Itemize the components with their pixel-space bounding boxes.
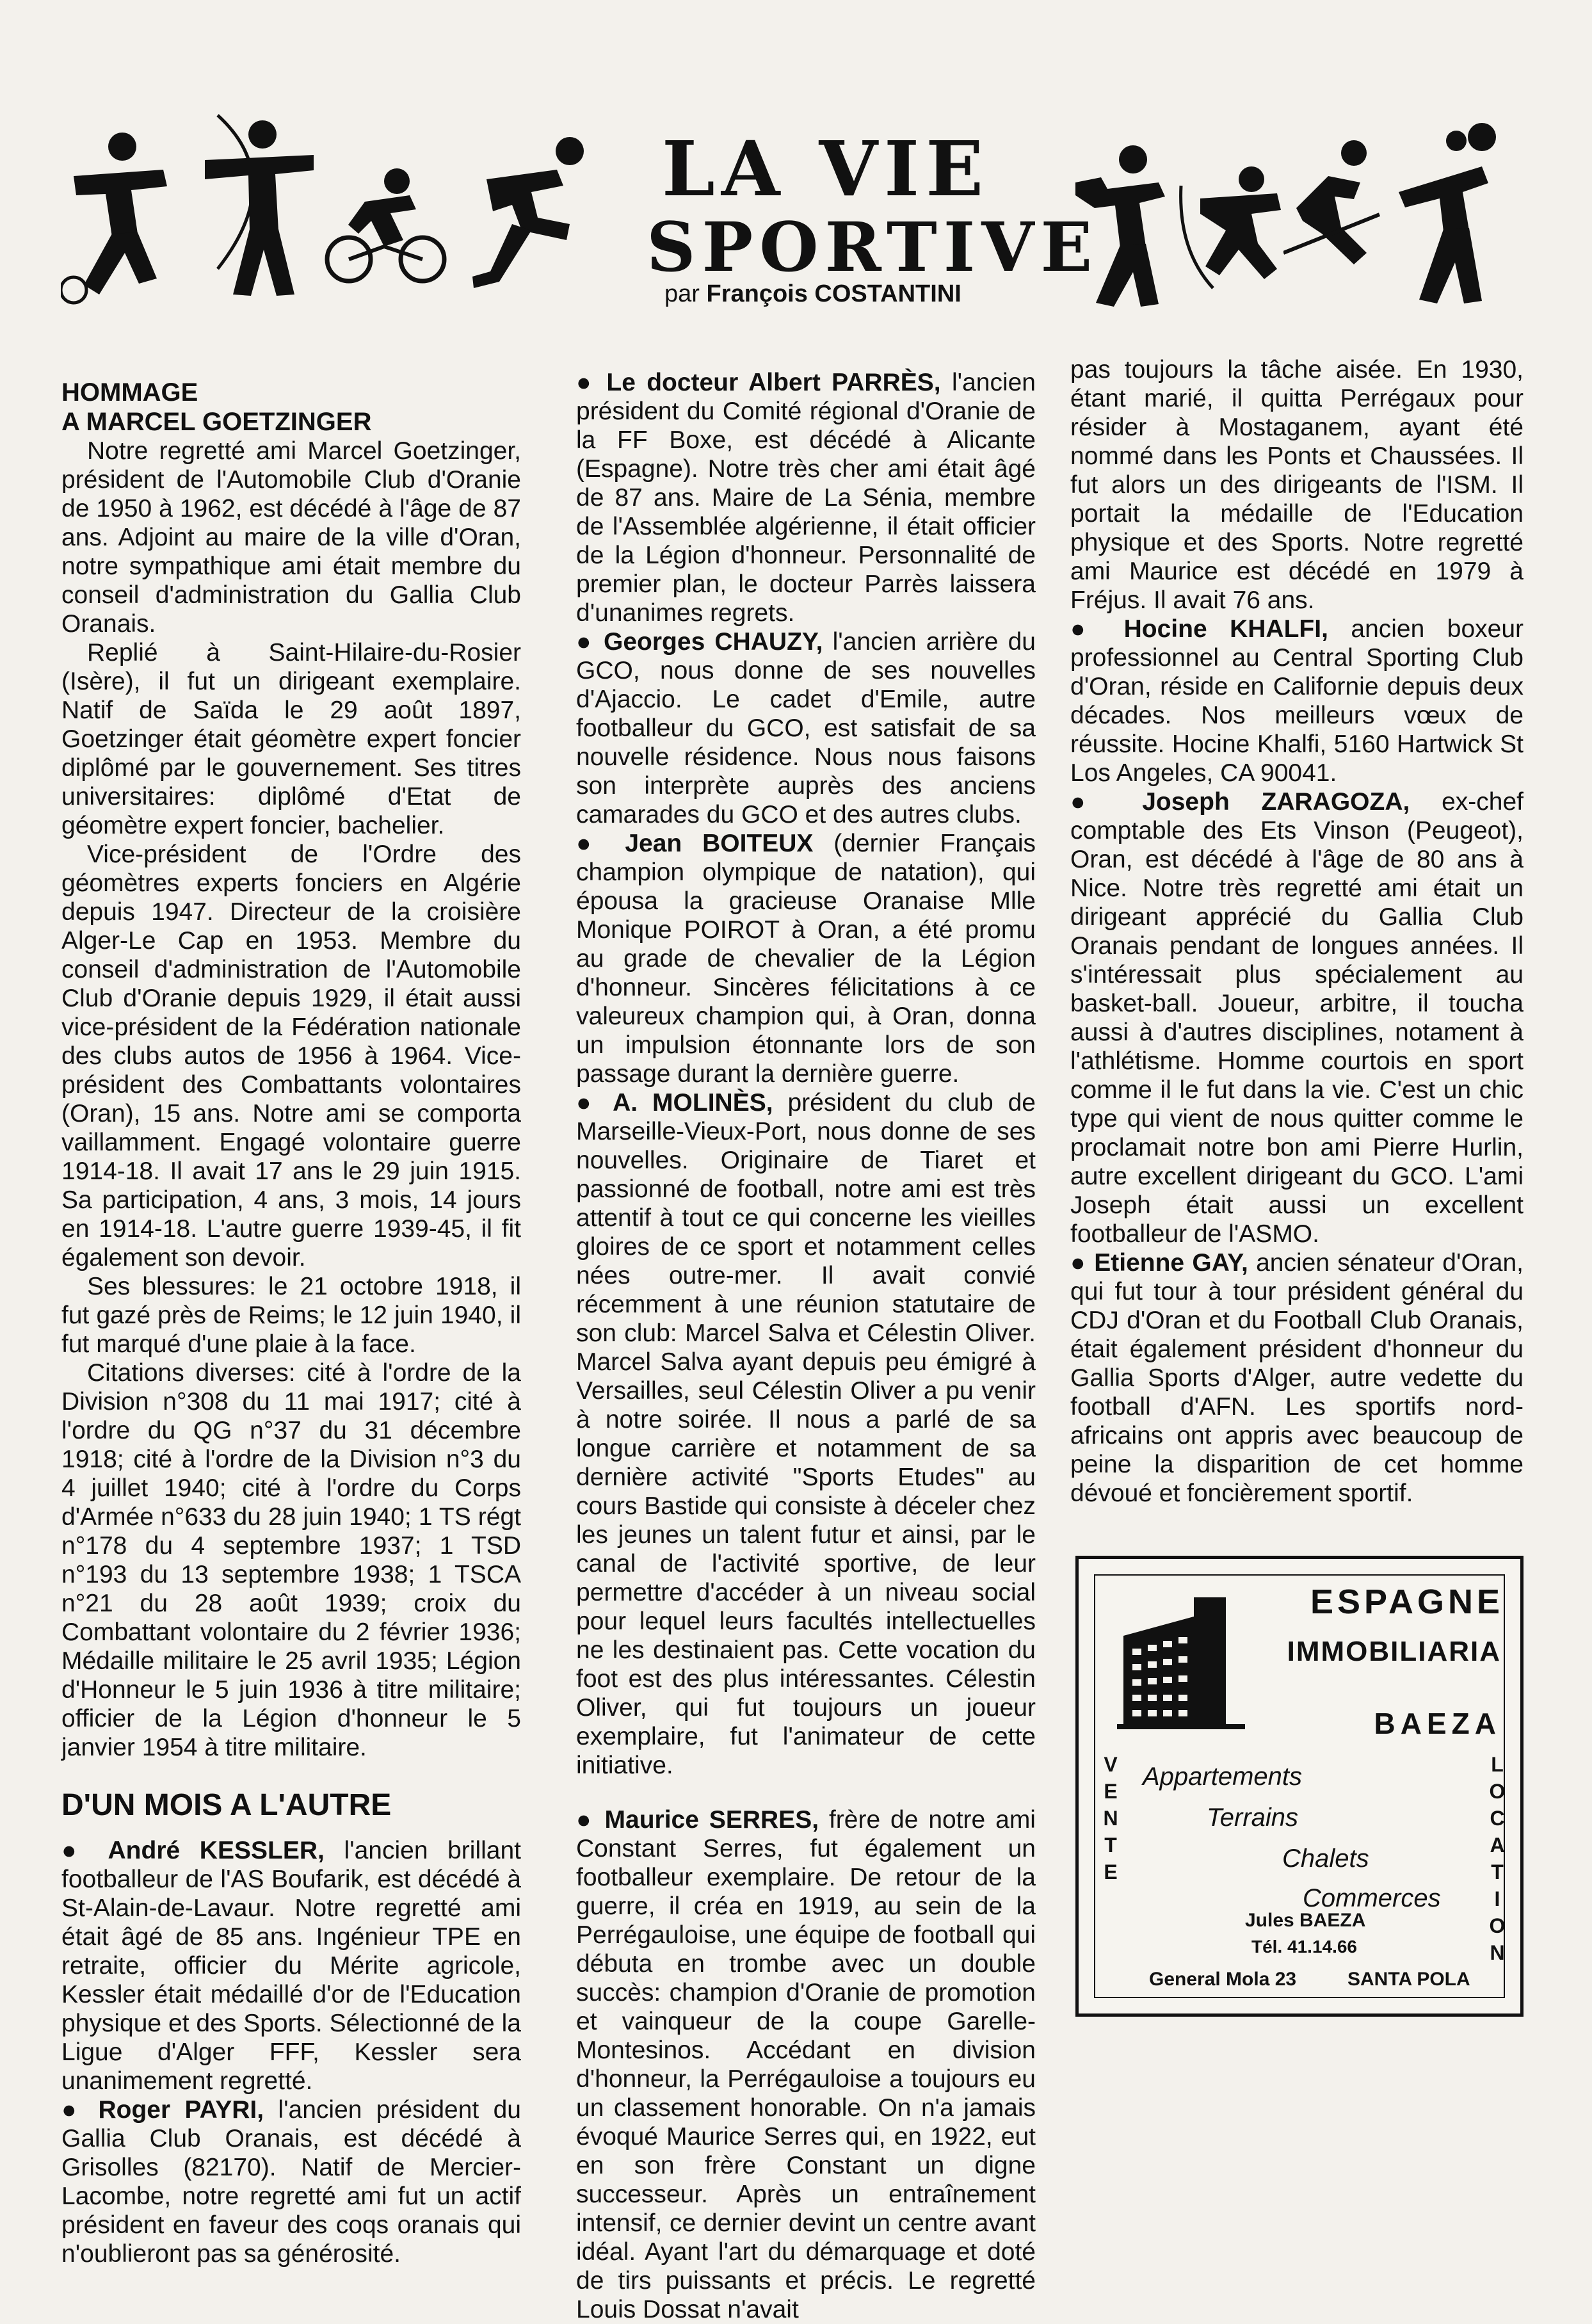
ad-letter: N bbox=[1103, 1807, 1118, 1830]
ad-city: SANTA POLA bbox=[1347, 1969, 1470, 1990]
ad-location-vertical bbox=[1484, 1751, 1510, 1966]
column-1 bbox=[61, 378, 521, 2268]
person-name: Maurice SERRES, bbox=[604, 1806, 819, 1834]
cyclist-pictogram bbox=[320, 163, 448, 291]
skier-pictogram bbox=[1283, 138, 1386, 291]
ad-item: Appartements bbox=[1143, 1763, 1303, 1791]
item-text: frère de notre ami Constant Serres, fut également un footballeur exemplaire. De retour de la guerre, il créa en 1919, au sein de la Perrégauloise, une équipe de football qui débuta en trombe avec un double succès: champion d'Oranie de promotion et vainqueur de la coupe Garelle-Montesinos. Accédant en division d'honneur, la Perrégauloise a toujours eu un classement honorable. On n'a jamais évoqué Maurice Serres qui, en 1922, eut en son frère Constant un digne successeur. Après un entraînement intensif, ce dernier devint un centre avant idéal. Ayant l'art du démarquage et doté de tirs puissants et précis. Le regretté Louis Dossat n'avait bbox=[576, 1806, 1036, 2323]
bullet-icon: ● bbox=[1070, 1249, 1095, 1277]
person-name: Hocine KHALFI, bbox=[1123, 615, 1328, 643]
item-text: ancien boxeur professionnel au Central Sporting Club d'Oran, réside en Californie depuis deux décades. Nos meilleurs vœux de réussite. Hocine Khalfi, 5160 Hartwick St Los Angeles, CA 90041. bbox=[1070, 615, 1524, 787]
item-text: l'ancien brillant footballeur de l'AS Boufarik, est décédé à St-Alain-de-Lavaur. Notre regretté ami était âgé de 85 ans. Ingénieur TPE en retraite, officier du Mérite agricole, Kessler était médaillé d'or de l'Education physique et des Sports. Sélectionné de la Ligue d'Alger FFF, Kessler sera unanimement regretté. bbox=[61, 1837, 522, 2095]
paragraph: pas toujours la tâche aisée. En 1930, étant marié, il quitta Perrégaux pour résider à Mostaganem, ayant été nommé dans les Ponts et Chaussées. Il fut alors un des dirigeants de l'ISM. Il portait la médaille de l'Education physique et des Sports. Notre regretté ami Maurice est décédé en 1979 à Fréjus. Il avait 76 ans. bbox=[1070, 356, 1524, 614]
ad-telephone: Tél. 41.14.66 bbox=[1251, 1937, 1358, 1957]
building-icon bbox=[1117, 1597, 1245, 1732]
bullet-icon: ● bbox=[576, 369, 607, 396]
ad-letter: E bbox=[1104, 1860, 1118, 1884]
ad-letter: O bbox=[1489, 1914, 1506, 1937]
ad-letter: V bbox=[1104, 1753, 1118, 1776]
ad-letter: L bbox=[1491, 1753, 1504, 1776]
footballer-pictogram bbox=[61, 131, 189, 311]
header bbox=[0, 0, 1592, 359]
item-text: (dernier Français champion olympique de natation), qui épousa la gracieuse Oranaise Mlle Monique POIROT à Oran, a été promu au grade de chevalier de la Légion d'honneur. Sincères félicitations à ce valeureux champion qui, à Oran, donna un impulsion étonnante lors de son passage durant la dernière guerre. bbox=[576, 830, 1036, 1088]
item-text: président du club de Marseille-Vieux-Port, nous donne de ses nouvelles. Originaire de Tiaret et passionné de football, notre ami est très attentif à tout ce qui concerne les vieilles gloires de ce sport et notamment celles nées outre-mer. Il avait convié récemment à une réunion statutaire de son club: Marcel Salva et Célestin Oliver. Marcel Salva ayant depuis peu émigré à Versailles, seul Célestin Oliver a pu venir à notre soirée. Il nous a parlé de sa longue carrière et notamment de sa dernière activité "Sports Etudes" au cours Bastide qui consiste à déceler chez les jeunes un talent futur et ainsi, par le canal de l'activité sportive, de leur permettre d'accéder à un niveau social pour lequel leurs facultés intellectuelles ne les destinaient pas. Cette vocation du foot est des plus intéressantes. Célestin Oliver, qui fut toujours un joueur exemplaire, fut l'animateur de cette initiative. bbox=[576, 1089, 1036, 1779]
ad-letter: E bbox=[1104, 1780, 1118, 1803]
ad-subtitle: IMMOBILIARIA bbox=[1287, 1636, 1501, 1667]
column-2 bbox=[576, 368, 1036, 2324]
column-3 bbox=[1070, 355, 1524, 1508]
byline-prefix: par bbox=[664, 280, 700, 307]
item-text: l'ancien arrière du GCO, nous donne de ses nouvelles d'Ajaccio. Le cadet d'Emile, autre footballeur du GCO, est satisfait de sa nouvelle résidence. Nous nous faisons son interprète auprès des anciens camarades du GCO et des autres clubs. bbox=[576, 628, 1036, 828]
paragraph: Vice-président de l'Ordre des géomètres experts fonciers en Algérie depuis 1947. Directeur de la croisière Alger-Le Cap en 1953. Membre du conseil d'administration de l'Automobile Club d'Oranie depuis 1929, il était aussi vice-président de la Fédération nationale des clubs autos de 1956 à 1964. Vice-président des Combattants volontaires (Oran), 15 ans. Notre ami se comporta vaillamment. Engagé volontaire guerre 1914-18. Il avait 17 ans le 29 juin 1915. Sa participation, 4 ans, 3 mois, 14 jours en 1914-18. L'autre guerre 1939-45, il fit également son devoir. bbox=[61, 841, 521, 1271]
ad-item: Commerces bbox=[1303, 1884, 1441, 1912]
news-item bbox=[61, 1836, 521, 2095]
bullet-icon: ● bbox=[576, 1089, 613, 1117]
hommage-heading-line1: HOMMAGE bbox=[61, 378, 198, 407]
news-item bbox=[576, 829, 1036, 1088]
handball-pictogram bbox=[1386, 122, 1514, 307]
news-item bbox=[1070, 787, 1524, 1248]
bullet-icon: ● bbox=[576, 1806, 605, 1834]
title-line1: LA VIE bbox=[661, 124, 990, 213]
bullet-icon: ● bbox=[576, 628, 604, 656]
paragraph: Notre regretté ami Marcel Goetzinger, président de l'Automobile Club d'Oranie de 1950 à 1962, est décédé à l'âge de 87 ans. Adjoint au maire de la ville d'Oran, notre sympathique ami était membre du conseil d'administration du Gallia Club Oranais. bbox=[61, 437, 521, 638]
person-name: Jean BOITEUX bbox=[625, 830, 814, 857]
ad-brand: BAEZA bbox=[1374, 1707, 1501, 1740]
bullet-icon: ● bbox=[61, 1837, 108, 1864]
person-name: André KESSLER, bbox=[108, 1837, 325, 1864]
ad-item: Terrains bbox=[1207, 1804, 1299, 1832]
news-item bbox=[576, 368, 1036, 627]
item-text: l'ancien président du Comité régional d'Oranie de la FF Boxe, est décédé à Alicante (Espagne). Notre très cher ami était âgé de 87 ans. Maire de La Sénia, membre de l'Assemblée algérienne, il était officier de la Légion d'honneur. Personnalité de premier plan, le docteur Parrès laissera d'unanimes regrets. bbox=[576, 369, 1036, 627]
runner-pictogram bbox=[461, 134, 589, 295]
person-name: Joseph ZARAGOZA, bbox=[1142, 788, 1410, 816]
paragraph: Ses blessures: le 21 octobre 1918, il fut gazé près de Reims; le 12 juin 1940, il fut marqué d'une plaie à la face. bbox=[61, 1273, 521, 1358]
news-item bbox=[61, 2095, 521, 2268]
hommage-heading-line2: A MARCEL GOETZINGER bbox=[61, 408, 372, 436]
ad-letter: A bbox=[1490, 1834, 1505, 1857]
paragraph: Citations diverses: cité à l'ordre de la Division n°308 du 11 mai 1917; cité à l'ordre du QG n°37 du 31 décembre 1918; cité à l'ordre de la Division n°3 du 4 juillet 1940; cité à l'ordre du Corps d'Armée n°633 du 28 juin 1940; 1 TS régt n°178 du 4 septembre 1937; 1 TSD n°193 du 13 septembre 1938; 1 TSCA n°21 du 28 août 1939; croix du Combattant volontaire du 2 février 1936; Médaille militaire le 25 avril 1935; Légion d'Honneur le 5 juin 1936 à titre militaire; officier de la Légion d'honneur le 5 janvier 1954 à titre militaire. bbox=[61, 1359, 521, 1761]
ad-address: General Mola 23 bbox=[1149, 1969, 1297, 1990]
byline bbox=[664, 280, 961, 308]
person-name: Le docteur Albert PARRÈS, bbox=[606, 369, 941, 396]
item-text: ancien sénateur d'Oran, qui fut tour à tour président général du CDJ d'Oran et du Football Club Oranais, était également président d'honneur du Gallia Sports d'Alger, autre vedette du football d'AFN. Les sportifs nord-africains ont appris avec beaucoup de peine la disparition de cet homme dévoué et foncièrement sportif. bbox=[1070, 1249, 1524, 1507]
byline-author: François COSTANTINI bbox=[706, 280, 961, 307]
person-name: Roger PAYRI, bbox=[98, 2096, 264, 2124]
bullet-icon: ● bbox=[1070, 788, 1143, 816]
archer-pictogram bbox=[192, 109, 320, 301]
ad-item: Chalets bbox=[1282, 1844, 1369, 1873]
fencer-pictogram bbox=[1175, 160, 1296, 301]
news-item bbox=[576, 1088, 1036, 1780]
item-text: l'ancien président du Gallia Club Oranais, est décédé à Grisolles (82170). Natif de Mercier-Lacombe, notre regretté ami fut un actif président en faveur des coqs oranais qui n'oublieront pas sa générosité. bbox=[61, 2096, 521, 2268]
ad-letter: O bbox=[1489, 1780, 1506, 1803]
person-name: Etienne GAY, bbox=[1094, 1249, 1248, 1277]
bullet-icon: ● bbox=[1070, 615, 1124, 643]
news-item bbox=[576, 1805, 1036, 2324]
ad-letter: N bbox=[1490, 1941, 1505, 1964]
news-item bbox=[1070, 615, 1524, 787]
ad-letter: T bbox=[1104, 1834, 1117, 1857]
spacer bbox=[576, 1780, 1036, 1805]
ad-vente-vertical bbox=[1098, 1751, 1123, 1885]
paragraph: Replié à Saint-Hilaire-du-Rosier (Isère), il fut un dirigeant exemplaire. Natif de Saïda le 29 août 1897, Goetzinger était géomètre expert foncier diplômé par le gouvernement. Ses titres universitaires: diplômé d'Etat de géomètre expert foncier, bachelier. bbox=[61, 639, 521, 839]
person-name: A. MOLINÈS, bbox=[613, 1089, 773, 1117]
ad-letter: C bbox=[1490, 1807, 1505, 1830]
ad-contact-name: Jules BAEZA bbox=[1245, 1910, 1366, 1931]
bullet-icon: ● bbox=[576, 830, 625, 857]
section-heading: D'UN MOIS A L'AUTRE bbox=[61, 1788, 392, 1822]
bullet-icon: ● bbox=[61, 2096, 99, 2124]
ad-title: ESPAGNE bbox=[1310, 1583, 1504, 1621]
title-line2: SPORTIVE bbox=[647, 207, 1099, 287]
news-item bbox=[576, 627, 1036, 829]
boxer-pictogram bbox=[1069, 144, 1178, 311]
person-name: Georges CHAUZY, bbox=[604, 628, 823, 656]
magazine-title bbox=[647, 124, 1099, 287]
news-item bbox=[1070, 1248, 1524, 1508]
advertisement bbox=[1075, 1556, 1524, 2017]
item-text: ex-chef comptable des Ets Vinson (Peugeot), Oran, est décédé à l'âge de 80 ans à Nice. Notre très regretté ami était un dirigeant apprécié du Gallia Club Oranais pendant de longues années. Il s'intéressait plus spécialement au basket-ball. Joueur, arbitre, il toucha aussi à d'autres disciplines, notament à l'athlétisme. Homme courtois en sport comme il le fut dans la vie. C'est un chic type qui vient de nous quitter comme le proclamait notre bon ami Pierre Hurlin, autre excellent dirigeant du GCO. L'ami Joseph était aussi un excellent footballeur de l'ASMO. bbox=[1070, 788, 1524, 1248]
ad-letter: I bbox=[1494, 1887, 1500, 1910]
ad-letter: T bbox=[1491, 1860, 1504, 1884]
